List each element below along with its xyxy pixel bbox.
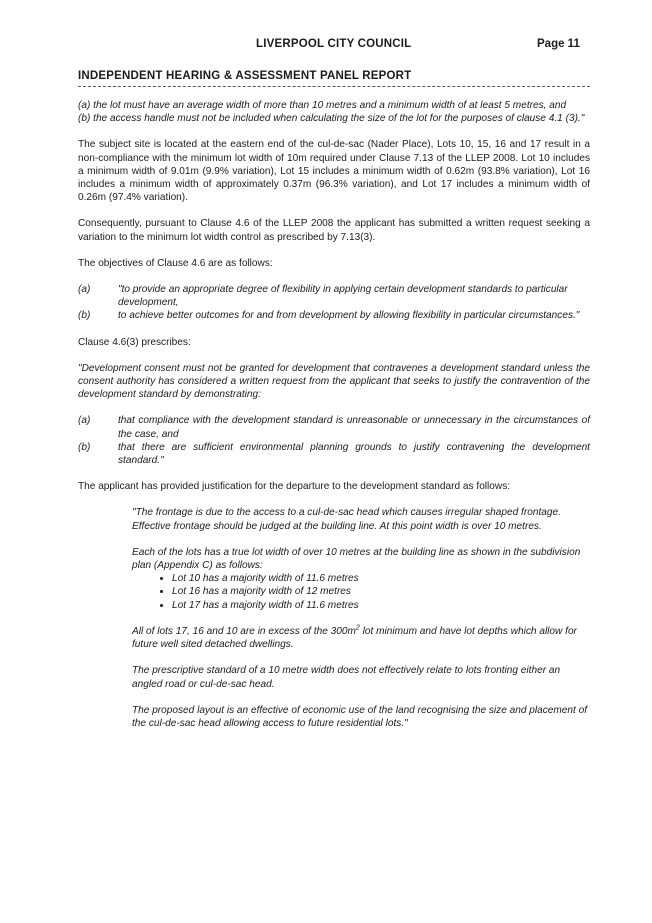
- quote-each-lot: Each of the lots has a true lot width of over 10 metres at the building line as shown in the subdivision plan (Appendix C) as follows:: [132, 546, 581, 572]
- quote-all-lots-end: lot minimum and have lot depths which allow for future well sited detached dwellings.: [132, 625, 577, 651]
- list-item-text: that there are sufficient environmental planning grounds to justify contravening the development standard.": [118, 441, 590, 467]
- list-item-text: to achieve better outcomes for and from development by allowing flexibility in particular circumstances.": [118, 310, 580, 322]
- paragraph-prescribes-intro: Clause 4.6(3) prescribes:: [78, 336, 191, 348]
- list-item: • Lot 16 has a majority width of 12 metres: [172, 585, 588, 598]
- paragraph-consent-quote: "Development consent must not be granted for development that contravenes a development standard unless the consent authority has considered a written request from the applicant that seeks to justify the contravention of the development standard by demonstrating:: [78, 362, 590, 401]
- lot-width-list: [132, 572, 588, 612]
- document-body: [78, 99, 590, 743]
- list-item-label: (b): [78, 441, 91, 453]
- superscript-squared: 2: [355, 624, 360, 632]
- paragraph-objectives-intro: The objectives of Clause 4.6 are as follows:: [78, 257, 273, 269]
- list-item-label: (b): [78, 310, 91, 322]
- clause-b: (b) the access handle must not be included when calculating the size of the lot for the purposes of clause 4.1 (3).": [78, 113, 585, 125]
- quote-frontage: "The frontage is due to the access to a cul-de-sac head which causes irregular shaped frontage. Effective frontage should be judged at the building line. At this point width is over 10 metres.: [132, 507, 561, 532]
- quote-all-lots-start: All of lots 17, 16 and 10 are in excess of the 300m: [132, 625, 356, 637]
- list-item-label: (a): [78, 415, 91, 427]
- list-item: • Lot 10 has a majority width of 11.6 metres: [172, 572, 588, 585]
- list-item-label: (a): [78, 284, 91, 296]
- list-item-text: that compliance with the development standard is unreasonable or unnecessary in the circumstances of the case, and: [118, 415, 590, 440]
- header-divider: [78, 86, 590, 87]
- header-council-name: LIVERPOOL CITY COUNCIL: [256, 38, 412, 50]
- header-report-title: INDEPENDENT HEARING & ASSESSMENT PANEL REPORT: [78, 70, 412, 82]
- applicant-quote-block: [132, 506, 588, 730]
- objectives-list: [78, 283, 590, 323]
- quote-layout: The proposed layout is an effective of economic use of the land recognising the size and placement of the cul-de-sac head allowing access to future residential lots.": [132, 704, 588, 729]
- paragraph-consequently: Consequently, pursuant to Clause 4.6 of the LLEP 2008 the applicant has submitted a written request seeking a variation to the minimum lot width control as prescribed by 7.13(3).: [78, 218, 590, 243]
- list-item: [78, 283, 590, 309]
- list-item: • Lot 17 has a majority width of 11.6 metres: [172, 599, 588, 612]
- list-item: [78, 414, 590, 440]
- list-item: [78, 441, 590, 467]
- header-page-number: Page 11: [537, 38, 580, 50]
- quote-all-lots: [132, 625, 588, 651]
- clause-a: (a) the lot must have an average width of more than 10 metres and a minimum width of at least 5 metres, and: [78, 100, 567, 111]
- list-item-text: "to provide an appropriate degree of flexibility in applying certain development standards to particular development,: [118, 284, 568, 309]
- paragraph-applicant-justification: The applicant has provided justification for the departure to the development standard as follows:: [78, 481, 511, 493]
- prescribes-list: [78, 414, 590, 467]
- list-item: [78, 309, 590, 322]
- paragraph-subject-site: The subject site is located at the eastern end of the cul-de-sac (Nader Place), Lots 10, 15, 16 and 17 result in a non-compliance with the minimum lot width of 10m required under Clause 7.13 of the LLEP 2008. Lot 10 includes a minimum width of 9.01m (9.9% variation), Lot 15 includes a minimum width of 0.62m (93.8% variation), Lot 16 includes a minimum width of approximately 0.37m (96.3% variation), and Lot 17 includes a minimum width of 0.26m (97.4% variation).: [78, 139, 590, 204]
- quote-prescriptive: The prescriptive standard of a 10 metre width does not effectively relate to lots fronting either an angled road or cul-de-sac head.: [132, 665, 561, 690]
